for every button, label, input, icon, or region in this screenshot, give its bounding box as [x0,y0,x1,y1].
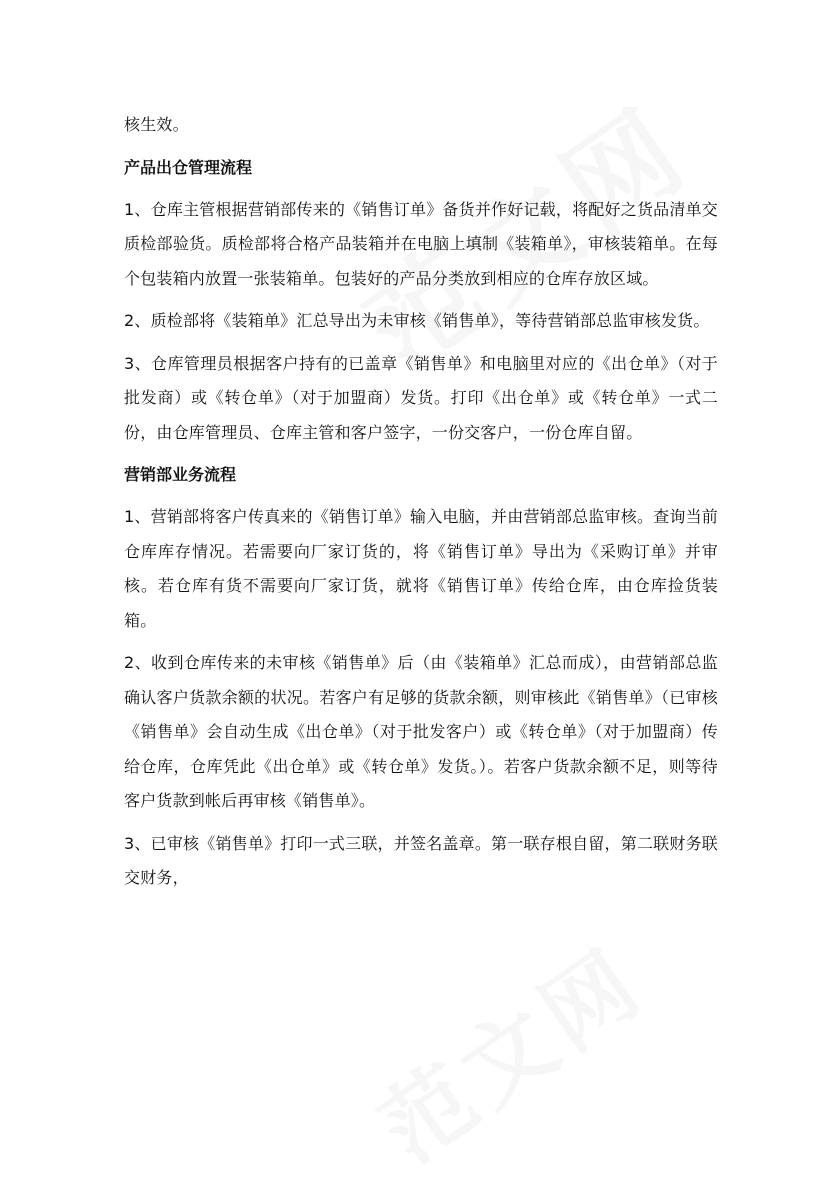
watermark-bottom [350,911,665,1186]
section2-paragraph-1: 1、营销部将客户传真来的《销售订单》输入电脑，并由营销部总监审核。查询当前仓库库存情况。若需要向厂家订货的，将《销售订单》导出为《采购订单》并审核。若仓库有货不需要向厂家订货，就将《销售订单》传给仓库，由仓库捡货装箱。 [124,507,718,630]
section-heading-warehouse-outbound: 产品出仓管理流程 [124,157,253,177]
section1-paragraph-2: 2、质检部将《装箱单》汇总导出为未审核《销售单》，等待营销部总监审核发货。 [124,311,710,330]
document-body [124,108,718,904]
section1-paragraph-3: 3、仓库管理员根据客户持有的已盖章《销售单》和电脑里对应的《出仓单》（对于批发商）或《转仓单》（对于加盟商）发货。打印《出仓单》或《转仓单》一式二份，由仓库管理员、仓库主管和客户签字，一份交客户，一份仓库自留。 [124,353,718,442]
section1-paragraph-1: 1、仓库主管根据营销部传来的《销售订单》备货并作好记载，将配好之货品清单交质检部验货。质检部将合格产品装箱并在电脑上填制《装箱单》，审核装箱单。在每个包装箱内放置一张装箱单。包装好的产品分类放到相应的仓库存放区域。 [124,199,718,288]
intro-tail-text: 核生效。 [124,115,189,134]
section-heading-marketing-process: 营销部业务流程 [124,465,237,484]
section2-paragraph-2: 2、收到仓库传来的未审核《销售单》后（由《装箱单》汇总而成），由营销部总监确认客户货款余额的状况。若客户有足够的货款余额，则审核此《销售单》（已审核《销售单》会自动生成《出仓单》（对于批发客户）或《转仓单》（对于加盟商）传给仓库，仓库凭此《出仓单》或《转仓单》发货。）。若客户货款余额不足，则等待客户货款到帐后再审核《销售单》。 [124,653,718,810]
section2-paragraph-3: 3、已审核《销售单》打印一式三联，并签名盖章。第一联存根自留，第二联财务联交财务， [124,833,718,887]
